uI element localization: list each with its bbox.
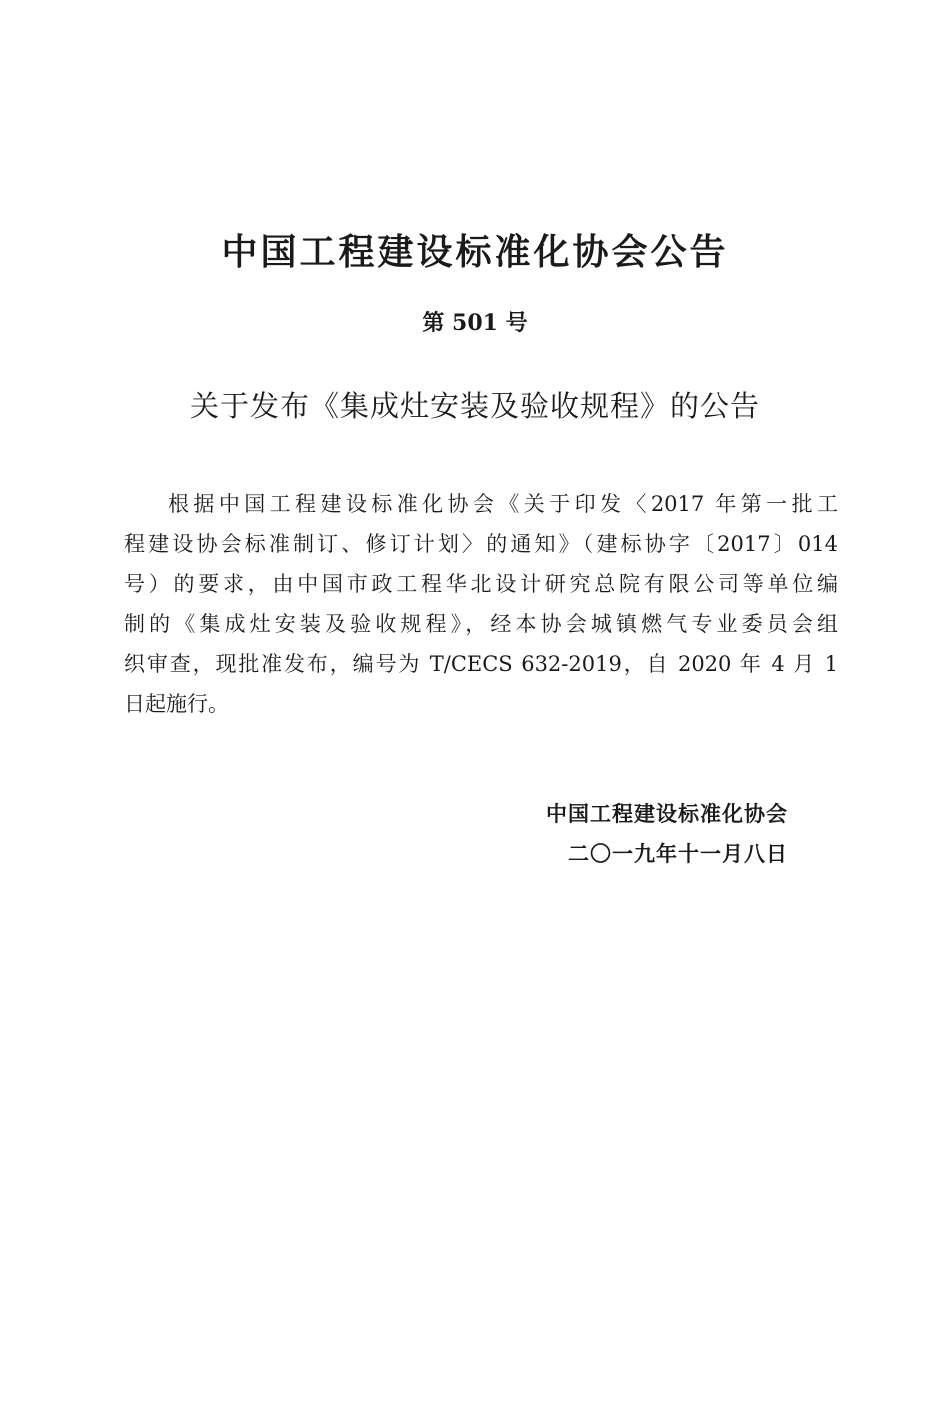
signature-organization: 中国工程建设标准化协会 bbox=[546, 802, 788, 826]
body-line: 日起施行。 bbox=[124, 692, 229, 716]
announcement-subject: 关于发布《集成灶安装及验收规程》的公告 bbox=[189, 389, 760, 423]
body-line: 根据中国工程建设标准化协会《关于印发〈2017 年第一批工 bbox=[168, 492, 838, 516]
announcement-body bbox=[124, 484, 838, 724]
body-line: 织审查，现批准发布，编号为 T/CECS 632-2019，自 2020 年 4 月 1 bbox=[124, 652, 838, 676]
body-line: 号）的要求，由中国市政工程华北设计研究总院有限公司等单位编 bbox=[124, 572, 838, 596]
signature-date: 二〇一九年十一月八日 bbox=[568, 842, 788, 866]
body-line: 制的《集成灶安装及验收规程》，经本协会城镇燃气专业委员会组 bbox=[124, 612, 838, 636]
announcement-title: 中国工程建设标准化协会公告 bbox=[221, 232, 729, 273]
body-line: 程建设协会标准制订、修订计划〉的通知》（建标协字〔2017〕014 bbox=[124, 532, 838, 556]
announcement-number: 第 501 号 bbox=[422, 310, 528, 336]
